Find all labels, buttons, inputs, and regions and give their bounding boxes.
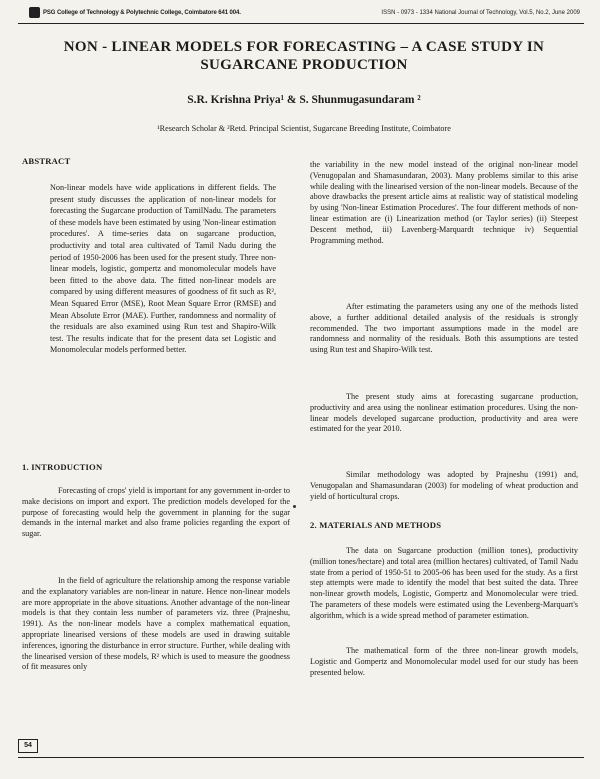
header-journal: ISSN - 0973 - 1334 National Journal of Technology, Vol.5, No.2, June 2009 — [381, 10, 580, 16]
bullet-mark — [293, 505, 296, 508]
authors: S.R. Krishna Priya¹ & S. Shunmugasundaram ² — [187, 94, 421, 106]
footer-rule — [18, 757, 584, 758]
header-college: PSG College of Technology & Polytechnic College, Coimbatore 641 004. — [43, 10, 241, 16]
right-paragraph-2 — [310, 302, 578, 356]
abstract-text: Non-linear models have wide applications in different fields. The present study discusses the application of non-linear models for forecasting the Sugarcane production of TamilNadu. The parameters of these models have been estimated by using 'Non-linear estimation procedures'. A time-series data on sugarcane production, productivity and total area cultivated of Tamil Nadu during the period of 1950-2006 has been used for the present study. Three non-linear models, logistic, gompertz and monomolecular models have been fitted to the above data. The fitted non-linear models are compared by using different measures of goodness of fit such as R², Mean Squared Error (MSE), Root Mean Square Error (RMSE) and Mean Absolute Error (MAE). Further, randomness and normality of the residuals are also examined using Run test and Shapiro-Wilk test. The results indicate that for the present data set Logistic and Monomolecular models performed better. — [50, 183, 276, 355]
running-header — [18, 7, 584, 24]
methods-heading: 2. MATERIALS AND METHODS — [310, 520, 442, 530]
intro-p1: Forecasting of crops' yield is important for any government in-order to make decisions on import and export. The prediction models developed for the purpose of forecasting would help the government in planning for the sugar demands in the internal market and also frame policies regarding the export of sugar. — [22, 486, 290, 539]
right-p3: The present study aims at forecasting sugarcane production, productivity and area using the nonlinear estimation procedures. Using the non-linear models developed sugarcane production, productivity and area were estimated for the year 2010. — [310, 392, 578, 434]
right-p5: The data on Sugarcane production (million tones), productivity (million tones/hectare) and total area (million hectares) cultivated, of Tamil Nadu state from a period of 1950-51 to 2005-06 has been used for the study. As a first step attempts were made to identify the model that best suited the data. Three non-linear growth models, Logistic, Gompertz and Monomolecular were tried. The parameters of these models were estimated using the Levenberg-Marquart's algorithm, which is a wide spread method of parameter estimation. — [310, 546, 578, 620]
intro-heading: 1. INTRODUCTION — [22, 462, 103, 472]
abstract-heading: ABSTRACT — [22, 156, 71, 166]
page-number: 54 — [18, 739, 38, 753]
intro-paragraph-2 — [22, 576, 290, 673]
right-paragraph-5 — [310, 546, 578, 622]
right-paragraph-6 — [310, 646, 578, 678]
paper-title: NON - LINEAR MODELS FOR FORECASTING – A CASE STUDY IN SUGARCANE PRODUCTION — [63, 39, 545, 73]
right-p2: After estimating the parameters using any one of the methods listed above, a further additional detailed analysis of the residuals is strongly recommended. The two important assumptions made in the model are randomness and normality of the residuals. Both this assumptions are tested using Run test and Shapiro-Wilk test. — [310, 302, 578, 355]
right-p4: Similar methodology was adopted by Prajneshu (1991) and, Venugopalan and Shamasundaran (2003) for modeling of wheat production and yield of horticultural crops. — [310, 470, 578, 501]
intro-p2: In the field of agriculture the relationship among the response variable and the explanatory variables are non-linear in nature. Hence non-linear models are more appropriate in the above situations. Another advantage of the non-linear models is that they contain less number of parameters viz. three (Prajneshu, 1991). As the non-linear models have a complex mathematical equation, appropriate linearised versions of these models are used in drawing suitable inferences, ignoring the disturbance in error structure. Further, while dealing with the linearised version of these models, R² which is used to measure the goodness of fit measures only — [22, 576, 290, 672]
right-paragraph-4 — [310, 470, 578, 502]
intro-paragraph-1 — [22, 486, 290, 540]
affiliation: ¹Research Scholar & ²Retd. Principal Scientist, Sugarcane Breeding Institute, Coimbatore — [157, 124, 451, 133]
right-p1: the variability in the new model instead of the original non-linear model (Venugopalan and Shamasundaran, 2003). Many problems similar to this arise while dealing with the linearised version of the non-linear models. Because of the above drawbacks the present article aims at realistic way of statistical modeling by using 'Non-linear Estimation Procedures'. The four different methods of non-linear estimation are (i) Linearization method (or Taylor series) (ii) Steepest Descent method, iii) Lavenberg-Marquardt technique iv) Sequential Programming method. — [310, 160, 578, 245]
right-paragraph-3 — [310, 392, 578, 435]
college-logo-icon — [29, 7, 40, 18]
right-paragraph-1 — [310, 160, 578, 246]
right-p6: The mathematical form of the three non-linear growth models, Logistic and Gompertz and Monomolecular model used for our study has been presented below. — [310, 646, 578, 677]
